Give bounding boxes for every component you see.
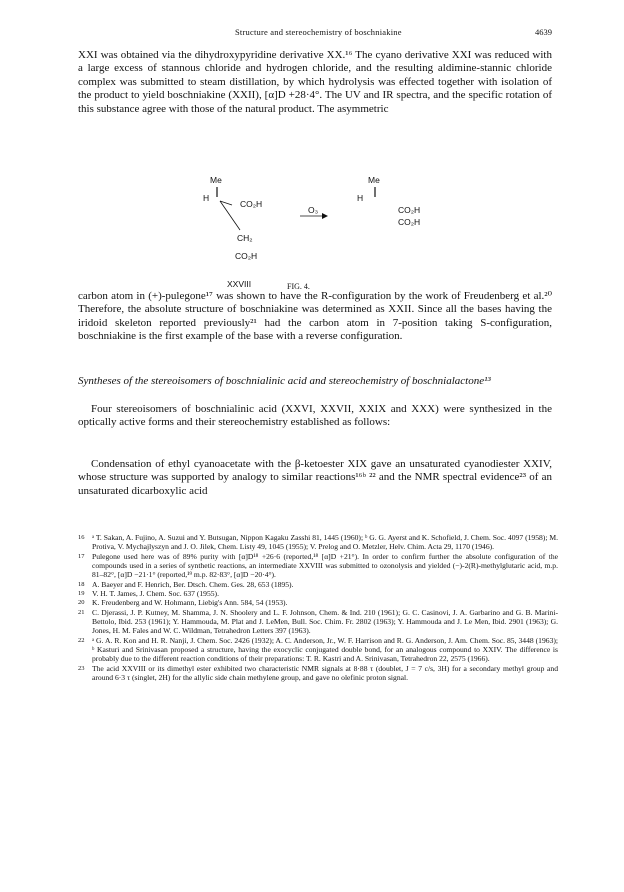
bond-left-ch2 xyxy=(220,201,240,230)
footnote-20: 20 K. Freudenberg and W. Hohmann, Liebig's Ann. 584, 54 (1953). xyxy=(78,598,288,608)
bottom-co2h: CO₂H xyxy=(235,251,258,261)
compound-label: XXVIII xyxy=(227,279,252,289)
left-h: H xyxy=(203,193,210,203)
section-heading: Syntheses of the stereoisomers of boschnialinic acid and stereochemistry of boschnialactone¹³ xyxy=(78,375,491,387)
left-co2h: CO₂H xyxy=(240,199,263,209)
footnotes xyxy=(78,533,558,683)
footnote-23: 23 The acid XXVIII or its dimethyl ester exhibited two characteristic NMR signals at 8·88 τ (doublet, J = 7 c/s, 3H) for a secondary methyl group and around 6·3 τ (singlet, 2H) for the allylic side chain methylene group, and gave no olefinic proton signal. xyxy=(78,663,558,683)
right-me: Me xyxy=(368,175,380,185)
footnote-19: 19 V. H. T. James, J. Chem. Soc. 637 (1955). xyxy=(78,589,219,599)
running-header xyxy=(0,27,624,41)
figure-caption: FIG. 4. xyxy=(287,282,310,291)
paragraph-2: carbon atom in (+)-pulegone¹⁷ was shown to have the R-configuration by the work of Freudenberg et al.²⁰ Therefore, the absolute structure of boschniakine was determined as XXII. Since all the bases having the iridoid skeleton reported previously²¹ had the carbon atom in 7-position taking S-configuration, boschniakine is the first example of the base with a reverse configuration. xyxy=(78,290,552,343)
paragraph-3: Four stereoisomers of boschnialinic acid (XXVI, XXVII, XXIX and XXX) were synthesized in the optically active forms and their stereochemistry established as follows: xyxy=(78,403,552,429)
footnote-17: 17 Pulegone used here was of 89% purity with [α]D¹⁸ +26·6 (reported,¹⁸ [α]D +21°). In order to confirm further the absolute configuration of the compounds used in a series of synthetic reactions, an intermediate XXVIII was submitted to ozonolysis and yielded (−)-2(R)-methylglutaric acid, m.p. 81–82°, [α]D −21·1° (reported,¹⁹ m.p. 82·83°, [α]D −20·4°). xyxy=(78,551,558,580)
reagent-o3: O₃ xyxy=(308,205,319,215)
footnote-21: 21 C. Djerassi, J. P. Kutney, M. Shamma, J. N. Shoolery and L. F. Johnson, Chem. & Ind. 210 (1961); G. C. Casinovi, J. A. Garbarino and G. B. Marini-Bettolo, Ibid. 253 (1961); Y. Hammouda, M. Plat and J. LeMen, Bull. Soc. Chim. Fr. 2802 (1963); Y. Hammouda and J. Le Men, Ibid. 2901 (1963); G. Jones, H. M. Fales and W. C. Wildman, Tetrahedron Letters 397 (1963). xyxy=(78,607,558,636)
footnote-22: 22 ᵃ G. A. R. Kon and H. R. Nanji, J. Chem. Soc. 2426 (1932); A. C. Anderson, Jr., W. F. Harrison and R. G. Anderson, J. Am. Chem. Soc. 85, 3448 (1963); ᵇ Kasturi and Srinivasan proposed a structure, having the exocyclic conjugated double bond, for an analogous compound to XXIV. The difference is probably due to the different reaction conditions of their preparations: T. R. Kastri and A. Srinivasan, Tetrahedron 22, 2575 (1966). xyxy=(78,635,558,664)
right-h: H xyxy=(357,193,364,203)
page-number: 4639 xyxy=(535,27,552,37)
right-co2h-1: CO₂H xyxy=(398,205,421,215)
arrow-head xyxy=(322,213,328,219)
ch2-group: CH₂ xyxy=(237,233,253,243)
footnote-16: 16 ᵃ T. Sakan, A. Fujino, A. Suzui and Y. Butsugan, Nippon Kagaku Zasshi 81, 1445 (1960); ᵇ G. G. Ayerst and K. Schofield, J. Chem. Soc. 4097 (1958); M. Protiva, V. Mychajlyszyn and J. O. Jilek, Chem. Listy 49, 1045 (1955); V. Prelog and O. Metzler, Helv. Chim. Acta 29, 1170 (1946). xyxy=(78,533,558,552)
left-me: Me xyxy=(210,175,222,185)
paragraph-4: Condensation of ethyl cyanoacetate with the β-ketoester XIX gave an unsaturated cyanodiester XXIV, whose structure was supported by analogy to similar reactions¹⁶ᵇ ²² and the NMR spectral evidence²³ of an unsaturated dicarboxylic acid xyxy=(78,458,552,497)
figure-4-scheme xyxy=(200,175,460,295)
right-co2h-2: CO₂H xyxy=(398,217,421,227)
footnote-18: 18 A. Baeyer and F. Henrich, Ber. Dtsch. Chem. Ges. 28, 653 (1895). xyxy=(78,579,294,589)
paragraph-1: XXI was obtained via the dihydroxypyridine derivative XX.¹⁶ The cyano derivative XXI was reduced with a large excess of stannous chloride and hydrogen chloride, and the resulting aldimine-stannic chloride complex was submitted to steam distillation, by which hydrolysis was effected together with isolation of the product to yield boschniakine (XXII), [α]D +28·4°. The UV and IR spectra, and the specific rotation of this substance agree with those of the natural product. The asymmetric xyxy=(78,49,552,115)
running-title: Structure and stereochemistry of boschniakine xyxy=(235,27,402,37)
